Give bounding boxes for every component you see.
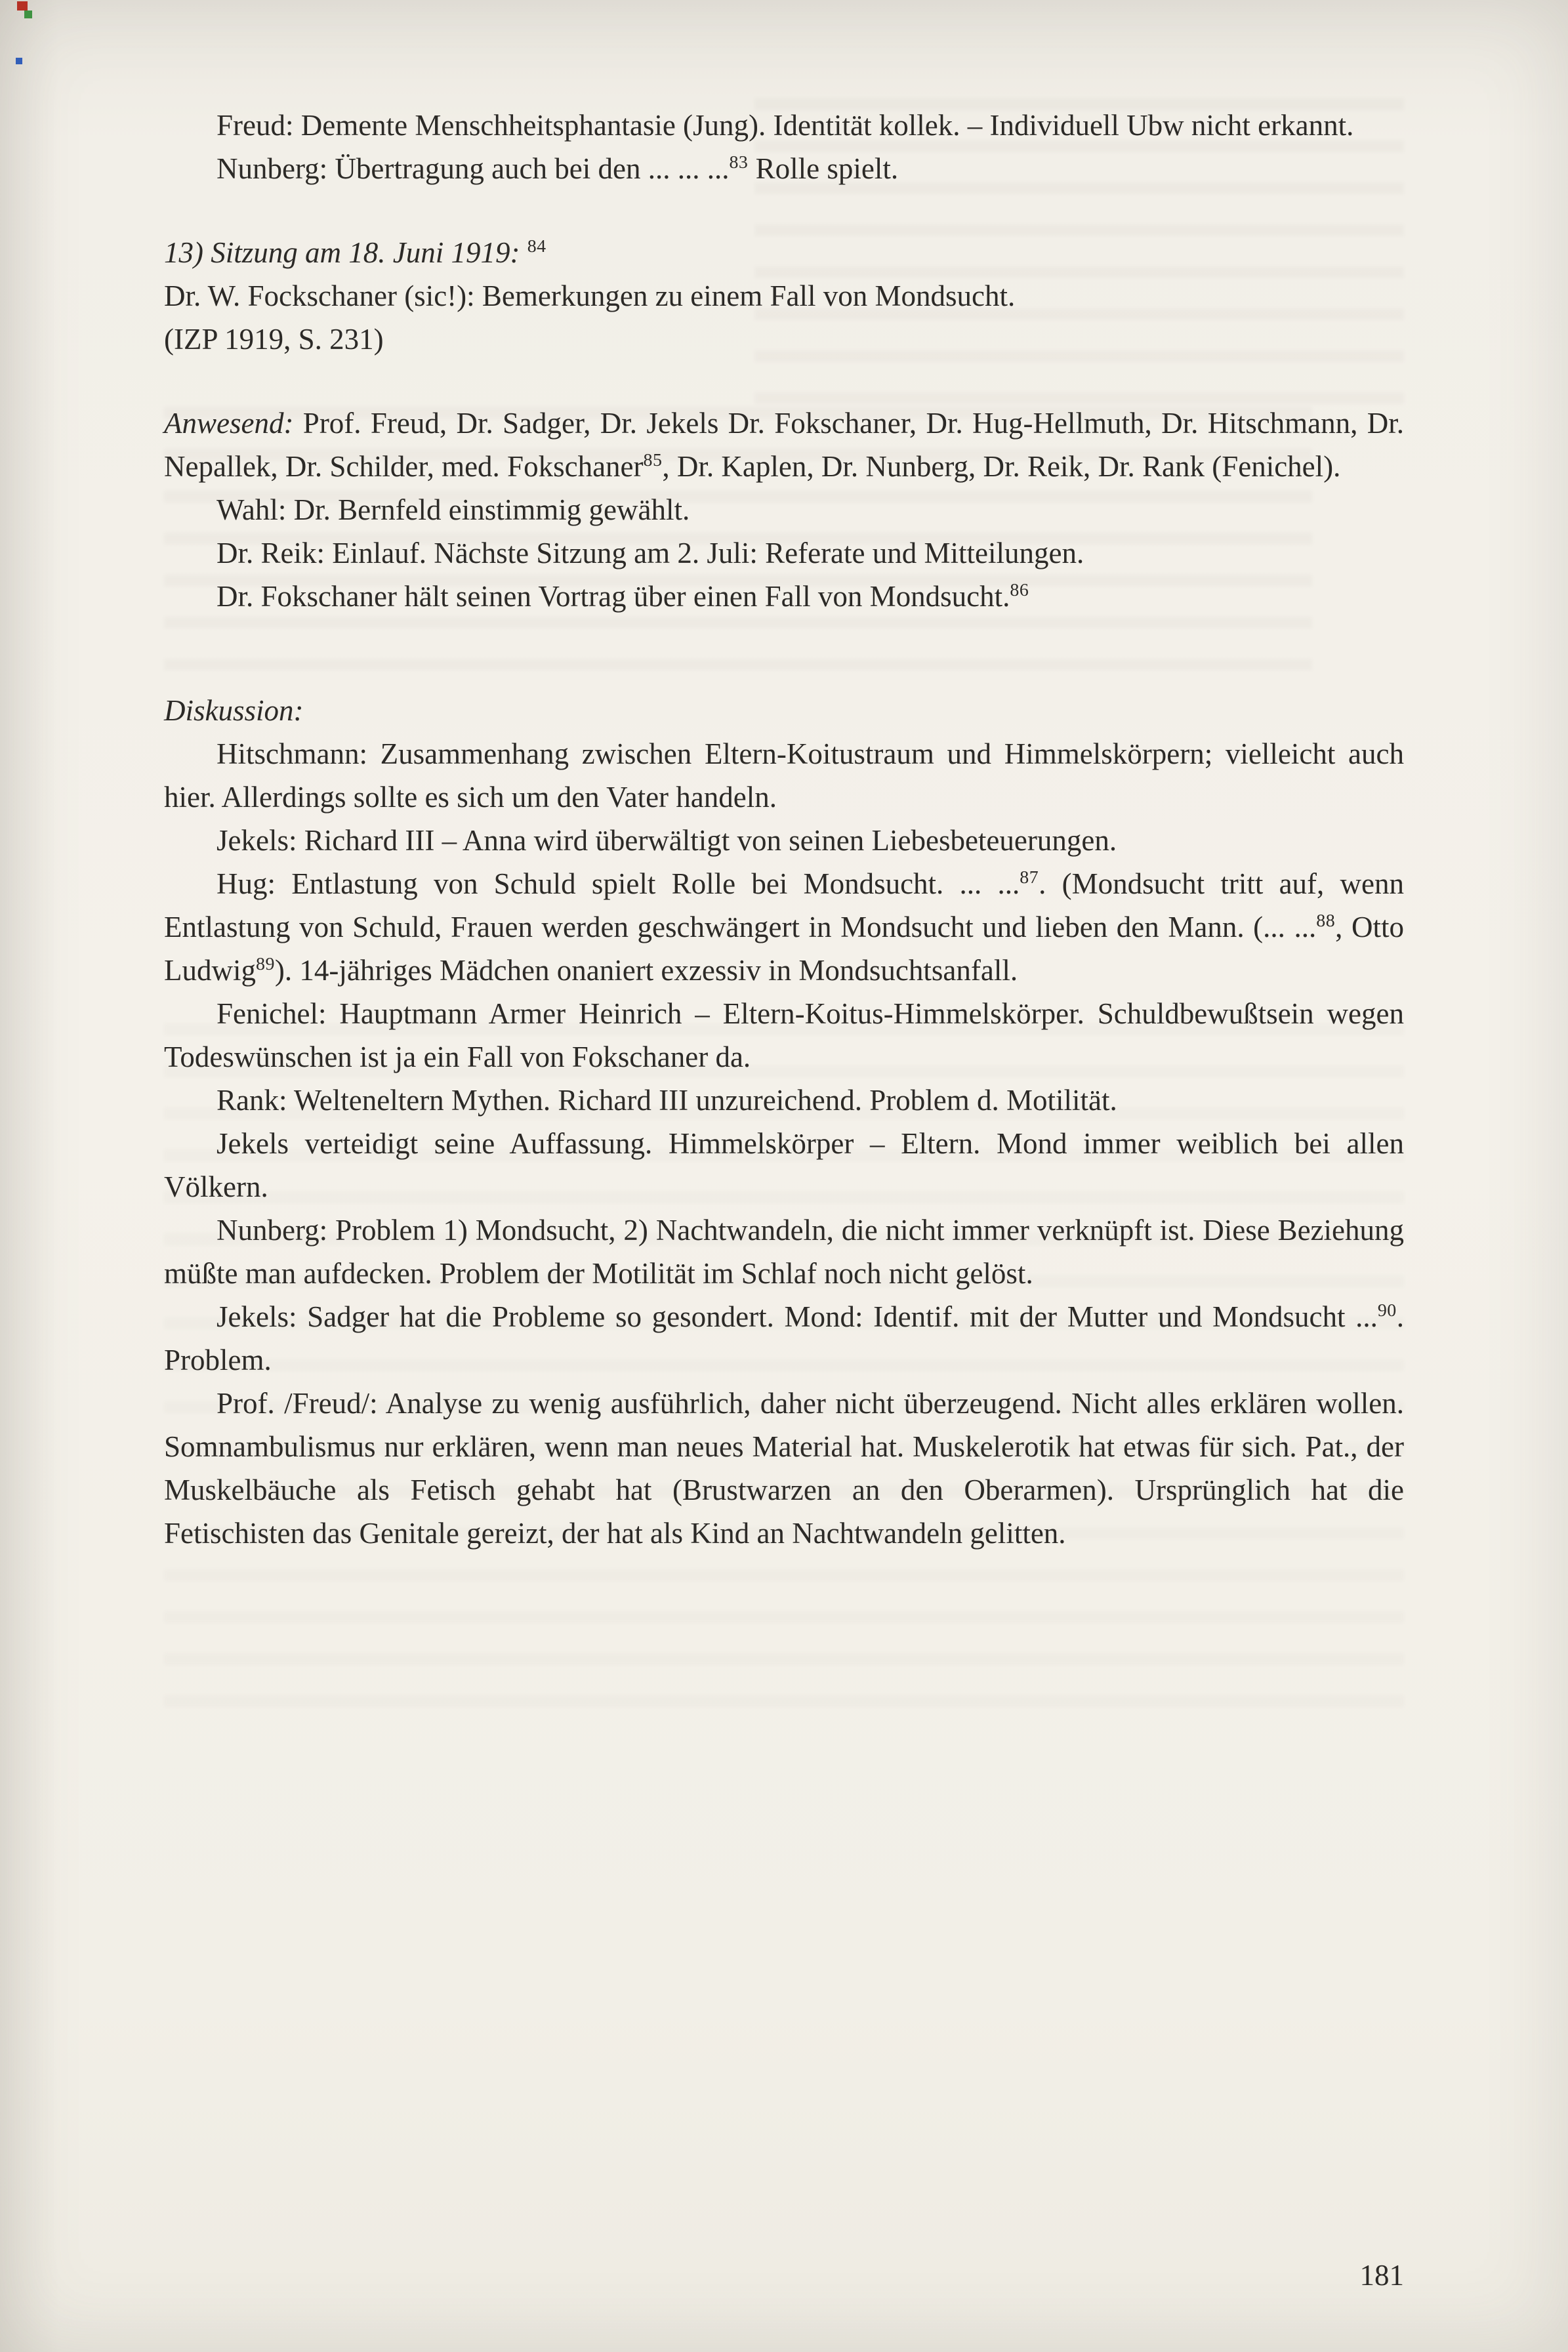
paragraph: [164, 318, 1404, 361]
paragraph: [164, 575, 1404, 618]
footnote-reference: 85: [643, 450, 663, 470]
text-run: Nunberg: Problem 1) Mondsucht, 2) Nachtwandeln, die nicht immer verknüpft ist. Diese Beziehung müßte man aufdecken. Problem der Motilität im Schlaf noch nicht gelöst.: [164, 1214, 1404, 1290]
text-run: Hitschmann: Zusammenhang zwischen Eltern-Koitustraum und Himmelskörpern; vielleicht auch hier. Allerdings sollte es sich um den Vater handeln.: [164, 737, 1404, 814]
text-run: Fenichel: Hauptmann Armer Heinrich – Eltern-Koitus-Himmelskörper. Schuldbewußtsein wegen Todeswünschen ist ja ein Fall von Fokschaner da.: [164, 997, 1404, 1073]
text-run: ). 14-jähriges Mädchen onaniert exzessiv in Mondsuchtsanfall.: [274, 954, 1018, 987]
paragraph: [164, 862, 1404, 992]
text-run: . (Mondsucht tritt auf, wenn Entlastung von Schuld, Frauen werden geschwängert in Mondsucht und lieben den Mann. (... ...: [164, 867, 1404, 943]
paragraph: [164, 147, 1404, 190]
text-run: . Problem.: [164, 1300, 1404, 1376]
text-run: Nunberg: Übertragung auch bei den ... ... ...: [217, 152, 730, 185]
paragraph: [164, 1382, 1404, 1555]
paragraph: [164, 1122, 1404, 1208]
paragraph: [164, 819, 1404, 862]
footnote-reference: 88: [1316, 911, 1336, 931]
text-run: Freud: Demente Menschheitsphantasie (Jung). Identität kollek. – Individuell Ubw nicht erkannt.: [217, 109, 1354, 142]
footnote-reference: 89: [256, 954, 275, 974]
text-run: [520, 236, 527, 269]
text-run: Hug: Entlastung von Schuld spielt Rolle bei Mondsucht. ... ...: [217, 867, 1020, 900]
text-run: Dr. Fokschaner hält seinen Vortrag über einen Fall von Mondsucht.: [217, 580, 1010, 613]
text-run: Prof. Freud, Dr. Sadger, Dr. Jekels Dr. Fokschaner, Dr. Hug-Hellmuth, Dr. Hitschmann, Dr. Nepallek, Dr. Schilder, med. Fokschaner: [164, 407, 1404, 483]
page-number: 181: [1359, 2259, 1404, 2292]
paragraph: [164, 531, 1404, 575]
text-run: Prof. /Freud/: Analyse zu wenig ausführlich, daher nicht überzeugend. Nicht alles erklären wollen. Somnambulismus nur erklären, wenn man neues Material hat. Muskelerotik hat etwas für sich. Pat., der Muskelbäuche als Fetisch gehabt hat (Brustwarzen an den Oberarmen). Ursprünglich hat die Fetischisten das Genitale gereizt, der hat als Kind an Nachtwandeln gelitten.: [164, 1387, 1404, 1550]
paragraph: [164, 104, 1404, 147]
paragraph: [164, 231, 1404, 274]
paragraph: [164, 402, 1404, 488]
footnote-reference: 86: [1010, 580, 1029, 600]
paragraph: [164, 732, 1404, 819]
paragraph: [164, 274, 1404, 318]
scan-artifact-red: [17, 1, 28, 10]
paragraph: [164, 992, 1404, 1079]
text-run: Dr. W. Fockschaner (sic!): Bemerkungen zu einem Fall von Mondsucht.: [164, 279, 1016, 312]
paragraph: [164, 1079, 1404, 1122]
text-run: Diskussion:: [164, 694, 304, 727]
text-run: Jekels verteidigt seine Auffassung. Himmelskörper – Eltern. Mond immer weiblich bei allen Völkern.: [164, 1127, 1404, 1203]
text-run: Rolle spielt.: [748, 152, 899, 185]
text-run: Dr. Reik: Einlauf. Nächste Sitzung am 2. Juli: Referate und Mitteilungen.: [217, 537, 1084, 569]
text-block: [164, 104, 1404, 1555]
text-run: 13) Sitzung am 18. Juni 1919:: [164, 236, 520, 269]
text-run: Anwesend:: [164, 407, 294, 440]
footnote-reference: 83: [729, 152, 749, 173]
text-run: , Dr. Kaplen, Dr. Nunberg, Dr. Reik, Dr. Rank (Fenichel).: [662, 450, 1341, 483]
text-run: Jekels: Sadger hat die Probleme so gesondert. Mond: Identif. mit der Mutter und Mondsucht ...: [217, 1300, 1378, 1333]
footnote-reference: 84: [527, 236, 547, 257]
scan-artifact-green: [24, 10, 32, 18]
paragraph: [164, 1295, 1404, 1382]
paragraph: [164, 1208, 1404, 1295]
page-fold-shadow: [0, 0, 59, 2352]
paragraph: [164, 689, 1404, 732]
text-run: Jekels: Richard III – Anna wird überwältigt von seinen Liebesbeteuerungen.: [217, 824, 1117, 857]
footnote-reference: 87: [1020, 867, 1039, 888]
text-run: Rank: Welteneltern Mythen. Richard III unzureichend. Problem d. Motilität.: [217, 1084, 1117, 1117]
footnote-reference: 90: [1377, 1300, 1397, 1321]
scan-artifact-blue: [16, 58, 22, 64]
paragraph: [164, 488, 1404, 531]
text-run: , Otto Ludwig: [164, 911, 1404, 987]
text-run: (IZP 1919, S. 231): [164, 323, 384, 356]
text-run: Wahl: Dr. Bernfeld einstimmig gewählt.: [217, 493, 690, 526]
